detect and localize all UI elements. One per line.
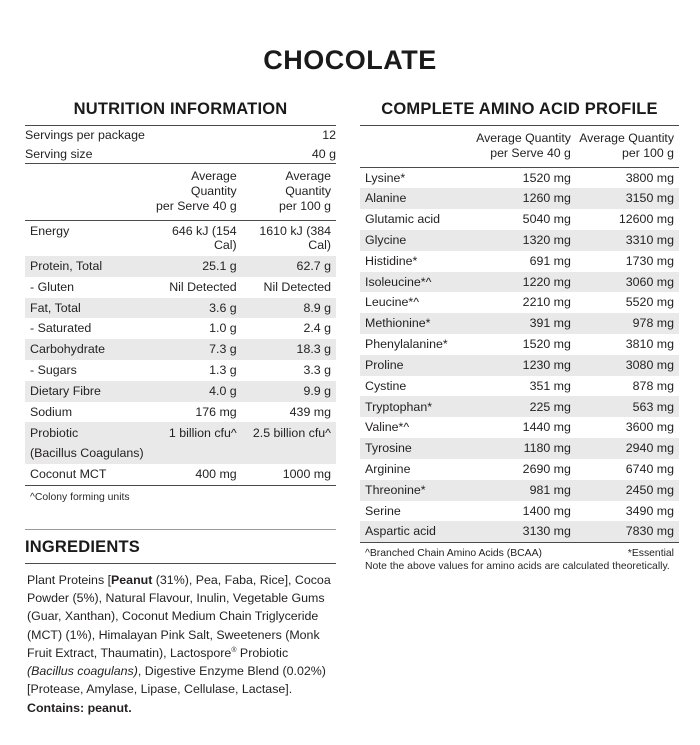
row-label: Valine*^ [365,420,410,435]
row-value-per-serve: 3130 mg [475,521,577,542]
row-label: Probiotic [25,422,149,443]
table-row [25,464,336,485]
row-value-per-100g: 563 mg [577,396,679,417]
content-columns [0,100,700,717]
table-row [360,292,679,313]
row-value-per-serve: 5040 mg [522,212,571,227]
nutrition-col1-header [149,164,242,219]
row-value-per-serve: 1220 mg [475,272,577,293]
row-value-per-100g: 7830 mg [577,521,679,542]
row-value-per-100g: 18.3 g [243,339,336,360]
row-value-per-serve: 1400 mg [522,503,571,518]
nutrition-col1-header-line1: Average Quantity [190,169,237,198]
row-label: Methionine* [360,313,475,334]
row-label: Lysine* [365,170,406,185]
row-value-per-100g: 878 mg [632,378,674,393]
ingredients-part2: (31%), Pea, Faba, Rice], Cocoa Powder (5%), Natural Flavour, Inulin, Vegetable Gums (Guar, Xanthan), Coconut Medium Chain Triglyceride (MCT) (1%), Himalayan Pink Salt, Sweeteners (Monk Fruit Extract, Thaumatin), Lactospore [27,572,331,660]
row-value-per-100g: 2450 mg [577,480,679,501]
row-value-per-serve: 4.0 g [149,381,242,402]
row-label: (Bacillus Coagulans) [25,443,149,464]
row-value-per-serve: Nil Detected [169,279,237,294]
row-value-per-serve: 1180 mg [475,438,577,459]
table-row [360,459,679,480]
row-label: Coconut MCT [30,467,107,482]
nutrition-column-headers [25,164,336,219]
row-value-per-100g: 3600 mg [625,420,674,435]
row-value-per-100g: 3060 mg [577,272,679,293]
row-value-per-100g: 3490 mg [625,503,674,518]
row-value-per-serve: 1 billion cfu^ [149,422,242,443]
row-label: - Saturated [30,321,92,336]
servings-per-package-label: Servings per package [25,128,145,142]
row-label: Histidine* [365,253,418,268]
row-value-per-100g: 3800 mg [625,170,674,185]
row-value-per-serve: 1520 mg [522,170,571,185]
amino-acid-column [360,100,679,574]
page-title: CHOCOLATE [263,45,437,75]
row-value-per-serve [149,443,242,464]
row-value-per-100g: 978 mg [577,313,679,334]
row-label: Carbohydrate [25,339,149,360]
row-label: Isoleucine*^ [360,272,475,293]
table-row [25,221,336,256]
row-label: Tryptophan* [360,396,475,417]
amino-acid-table [360,168,679,543]
row-label: Tyrosine [360,438,475,459]
table-row [25,277,336,298]
row-value-per-100g: 12600 mg [618,212,674,227]
nutrition-table [25,221,336,485]
amino-col2-header [577,126,679,167]
row-label: Aspartic acid [360,521,475,542]
nutrition-footnote: ^Colony forming units [30,491,130,503]
row-label: Energy [30,223,70,238]
row-value-per-serve: 1520 mg [522,337,571,352]
table-row [360,168,679,189]
table-row [25,298,336,319]
row-value-per-serve: 225 mg [475,396,577,417]
table-row [360,230,679,251]
row-value-per-serve: 7.3 g [149,339,242,360]
amino-col2-header-line1: Average Quantity [579,131,674,145]
row-value-per-100g: 62.7 g [243,256,336,277]
nutrition-heading: NUTRITION INFORMATION [73,100,288,118]
nutrition-column [25,100,336,717]
amino-header-table [360,126,679,167]
ingredients-heading: INGREDIENTS [25,537,140,556]
amino-heading: COMPLETE AMINO ACID PROFILE [381,100,658,118]
table-row [25,339,336,360]
ingredients-part1: Plant Proteins [ [27,572,112,587]
amino-footnote-row [360,548,679,559]
ingredients-peanut-bold: Peanut [111,572,153,587]
table-row [25,402,336,423]
row-label: Dietary Fibre [25,381,149,402]
table-row [360,376,679,397]
table-row [360,188,679,209]
row-label: Phenylalanine* [365,337,448,352]
amino-column-headers [360,126,679,167]
row-label: - Gluten [30,279,75,294]
row-value-per-serve: 400 mg [195,467,237,482]
row-label: - Sugars [30,363,77,378]
row-value-per-100g: 3.3 g [303,363,331,378]
serving-size-value: 40 g [311,146,336,161]
row-label: Protein, Total [25,256,149,277]
table-row [360,334,679,355]
nutrition-header-table [25,164,336,219]
row-value-per-100g: 2.5 billion cfu^ [243,422,336,443]
trademark-icon: ® [231,646,237,654]
row-label: Leucine*^ [365,295,420,310]
row-value-per-serve: 981 mg [475,480,577,501]
row-label: Fat, Total [25,298,149,319]
amino-col1-header-line1: Average Quantity [476,131,571,145]
table-row [25,126,336,145]
row-value-per-100g [243,443,336,464]
table-row [360,209,679,230]
row-value-per-100g: 6740 mg [625,461,674,476]
row-value-per-100g: 3150 mg [577,188,679,209]
table-row [360,521,679,542]
row-value-per-100g: 3310 mg [577,230,679,251]
row-value-per-100g: 9.9 g [243,381,336,402]
row-value-per-100g: 1000 mg [282,467,331,482]
amino-footnote-bcaa: ^Branched Chain Amino Acids (BCAA) [365,548,542,560]
row-label: Arginine [365,461,411,476]
row-value-per-100g: 3810 mg [625,337,674,352]
row-value-per-serve: 2210 mg [522,295,571,310]
ingredients-part3: Probiotic [236,645,289,660]
table-row [25,443,336,464]
table-row [360,272,679,293]
row-value-per-serve: 176 mg [195,404,237,419]
nutrition-col2-header-line2: per 100 g [279,198,331,213]
row-value-per-serve: 1.3 g [209,363,237,378]
row-value-per-100g: 439 mg [289,404,331,419]
row-label: Proline [360,355,475,376]
nutrition-label-page [0,45,700,745]
row-value-per-serve: 1320 mg [475,230,577,251]
row-value-per-serve: 2690 mg [522,461,571,476]
table-row [360,396,679,417]
nutrition-col2-header-line1: Average Quantity [285,169,331,198]
row-value-per-100g: 5520 mg [625,295,674,310]
ingredients-text [25,564,336,717]
table-row [360,417,679,438]
row-value-per-100g: 1730 mg [625,253,674,268]
ingredients-part4: , Digestive Enzyme Blend (0.02%) [Protease, Amylase, Lipase, Cellulase, Lactase]. [27,664,326,697]
nutrition-col1-header-line2: per Serve 40 g [156,198,237,213]
row-value-per-serve: 1.0 g [209,321,237,336]
row-value-per-100g: 8.9 g [243,298,336,319]
row-label: Cystine [365,378,407,393]
amino-col1-header-line2: per Serve 40 g [490,145,571,160]
nutrition-meta-table [25,126,336,163]
row-value-per-serve: 391 mg [475,313,577,334]
row-value-per-serve: 1230 mg [475,355,577,376]
table-row [360,251,679,272]
row-value-per-100g: Nil Detected [263,279,331,294]
row-value-per-serve: 1260 mg [475,188,577,209]
row-label: Alanine [360,188,475,209]
table-row [360,355,679,376]
table-row [360,313,679,334]
nutrition-col2-header [243,164,336,219]
row-value-per-serve: 351 mg [529,378,571,393]
table-row [360,501,679,522]
table-row [25,256,336,277]
row-label: Serine [365,503,401,518]
row-value-per-serve: 691 mg [529,253,571,268]
row-label: Glutamic acid [365,212,441,227]
table-row [25,381,336,402]
ingredients-section [25,529,336,717]
ingredients-bacillus-italic: (Bacillus coagulans) [27,664,138,679]
row-value-per-100g: 2.4 g [303,321,331,336]
row-label: Threonine* [360,480,475,501]
row-value-per-serve: 1440 mg [522,420,571,435]
row-value-per-serve: 25.1 g [149,256,242,277]
row-value-per-serve: 3.6 g [149,298,242,319]
amino-col2-header-line2: per 100 g [622,145,674,160]
row-value-per-100g: 1610 kJ (384 Cal) [259,223,331,253]
amino-footnote-essential: *Essential [627,548,674,560]
table-row [360,438,679,459]
row-value-per-100g: 2940 mg [577,438,679,459]
servings-per-package-value: 12 [322,128,336,142]
row-label: Glycine [360,230,475,251]
table-row [25,145,336,164]
amino-footnote-note: Note the above values for amino acids are calculated theoretically. [365,561,670,573]
row-value-per-serve: 646 kJ (154 Cal) [171,223,237,253]
row-value-per-100g: 3080 mg [577,355,679,376]
row-label: Sodium [30,404,73,419]
table-row [360,480,679,501]
table-row [25,318,336,339]
amino-col1-header [475,126,577,167]
allergen-contains-statement: Contains: peanut. [27,700,132,715]
table-row [25,360,336,381]
table-row [25,422,336,443]
serving-size-label: Serving size [25,146,93,161]
